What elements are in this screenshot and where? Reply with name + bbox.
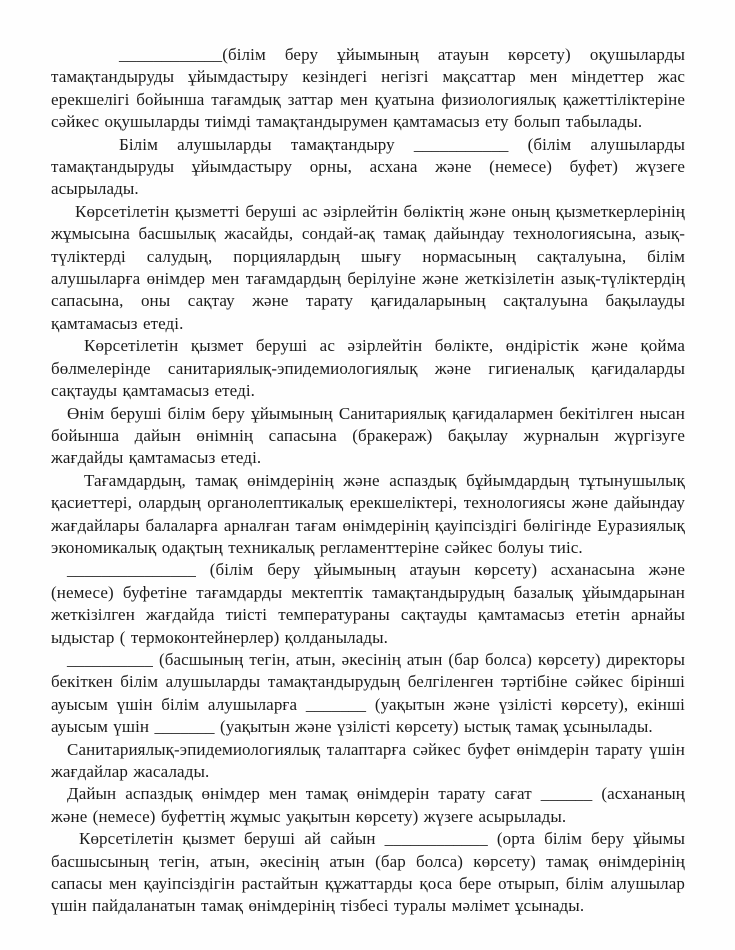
paragraph-meal-schedule: __________ (басшының тегін, атын, әкесінің атын (бар болса) көрсету) директоры бекіткен білім алушыларды тамақтандырудың белгіленген тәртібіне сәйкес бірінші ауысым үшін білім алушыларға _______ (уақытын және үзілісті көрсету), екінші ауысым үшін _______ (уақытын және үзілісті көрсету) ыстық тамақ ұсынылады. (51, 649, 685, 737)
paragraph-goals: ____________(білім беру ұйымының атауын көрсету) оқушыларды тамақтандыруды ұйымдастыру кезіндегі негізгі мақсаттар мен міндеттер жас ерекшелігі бойынша тағамдық заттар мен қуатына физиологиялық қажеттіліктеріне сәйкес оқушыларды тиімді тамақтандырумен қамтамасыз ету болып табылады. (51, 45, 685, 132)
paragraph-quality-journal: Өнім беруші білім беру ұйымының Санитариялық қағидалармен бекітілген нысан бойынша дайын өнімнің сапасына (бракераж) бақылау журналын жүргізуге жағдайды қамтамасыз етеді. (51, 403, 685, 468)
paragraph-distribution-time: Дайын аспаздық өнімдер мен тамақ өнімдерін тарату сағат ______ (асхананың және (немесе) буфеттің жұмыс уақытын көрсету) жүзеге асырылады. (51, 784, 685, 826)
paragraph-product-properties: Тағамдардың, тамақ өнімдерінің және аспаздық бұйымдардың тұтынушылық қасиеттері, олардың органолептикалық ерекшеліктері, технологиясы және дайындау жағдайлары балаларға арналған тағам өнімдерінің қауіпсіздігі бөлігінде Еуразиялық экономикалық одақтың техникалық регламенттеріне сәйкес болуы тиіс. (51, 470, 685, 557)
paragraph-buffet-conditions: Санитариялық-эпидемиологиялық талаптарға сәйкес буфет өнімдерін тарату үшін жағдайлар жасалады. (51, 739, 685, 781)
paragraph-monthly-report: Көрсетілетін қызмет беруші ай сайын ____________ (орта білім беру ұйымы басшысының тегін, атын, әкесінің атын (бар болса) көрсету) тамақ өнімдерінің сапасы мен қауіпсіздігін растайтын құжаттарды қоса бере отырып, білім алушылар үшін пайдаланатын тамақ өнімдерінің тізбесі туралы мәлімет ұсынады. (51, 829, 685, 916)
paragraph-thermo-containers: _______________ (білім беру ұйымының атауын көрсету) асханасына және (немесе) буфетіне тағамдарды мектептік тамақтандырудың базалық ұйымдарынан жеткізілген жағдайда тиісті температураны сақтауды қамтамасыз ететін арнайы ыдыстар ( термоконтейнерлер) қолданылады. (51, 560, 685, 647)
paragraph-meal-location: Білім алушыларды тамақтандыру ___________ (білім алушыларды тамақтандыруды ұйымдастыру орны, асхана және (немесе) буфет) жүзеге асырылады. (51, 134, 685, 199)
paragraph-sanitary-rules: Көрсетілетін қызмет беруші ас әзірлейтін бөлікте, өндірістік және қойма бөлмелерінде санитариялық-эпидемиологиялық және гигиеналық қағидаларды сақтауды қамтамасыз етеді. (51, 336, 685, 401)
paragraph-provider-duties: Көрсетілетін қызметті беруші ас әзірлейтін бөліктің және оның қызметкерлерінің жұмысына басшылық жасайды, сондай-ақ тамақ дайындау технологиясына, азық-түліктерді салудың, порциялардың шығу нормасының сақталуына, білім алушыларға өнімдер мен тағамдардың берілуіне және жеткізілетін азық-түліктердің сапасына, оны сақтау және тарату қағидаларының сақталуына бақылауды қамтамасыз етеді. (51, 201, 685, 333)
